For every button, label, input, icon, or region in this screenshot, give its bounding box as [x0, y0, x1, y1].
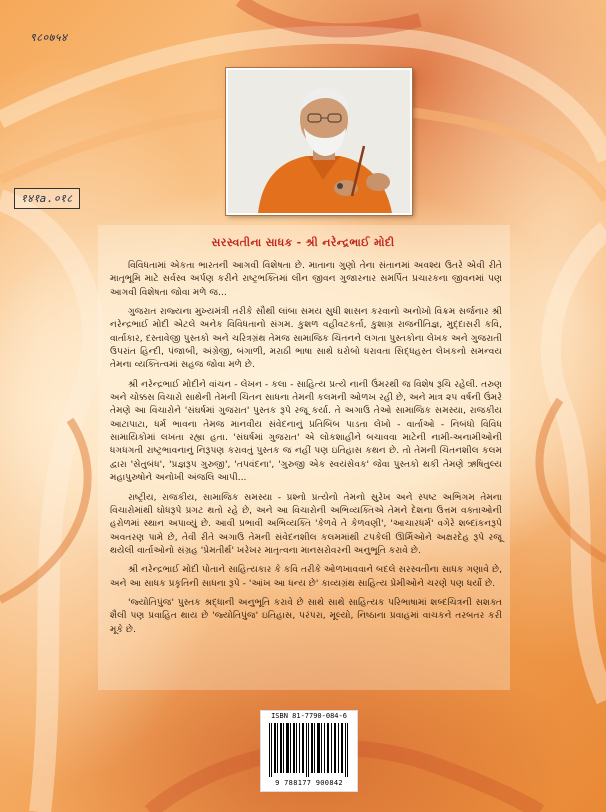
paragraph: શ્રી નરેન્દ્રભાઈ મોદી પોતાને સાહિત્યકાર કે કવિ તરીકે ઓળખાવવાને બદલે સરસ્વતીના સાધક ગણાવે છે, અને આ સાધક પ્રકૃતિની સાધના રૂપે - 'આંખ આ ધન્ય છે' કાવ્યગ્રંથ સાહિત્ય પ્રેમીઓને ચરણે પણ ધર્યો છે.	[110, 564, 502, 589]
author-portrait-illustration	[228, 70, 410, 213]
paragraph: ગુજરાત રાજ્યના મુખ્યમંત્રી તરીકે સૌથી લાંબા સમય સુધી શાસન કરવાનો અનોખો વિક્રમ સર્જનાર શ્રી નરેન્દ્રભાઈ મોદી એટલે અનેક વિવિધતાનો સંગમ. કુશળ વહીવટકર્તા, કુશાગ્ર રાજનીતિજ્ઞ, મુદ્દાસરી કવિ, વાર્તાકાર, દસ્તાવેજી પુસ્તકો અને ચરિત્રગ્રંથ તેમજ સામાજિક ચિંતનને લગતા પુસ્તકોના લેખક અને ગુજરાતી ઉપરાંત હિન્દી, પંજાબી, અંગ્રેજી, બંગાળી, મરાઠી ભાષા સાથે ઘરોબો ધરાવતા સિદ્ધહસ્ત લેખકનો સમન્વય તેમના વ્યક્તિત્વમાં સહજ જોવા મળે છે.	[110, 306, 502, 371]
description-body	[110, 259, 502, 642]
barcode-icon	[267, 723, 351, 777]
handwritten-code-side: १४१a.०१८	[14, 188, 80, 209]
isbn-barcode	[260, 710, 358, 792]
paragraph: શ્રી નરેન્દ્રભાઈ મોદીને વાંચન - લેખન - કલા - સાહિત્ય પ્રત્યે નાની ઉંમરથી જ વિશેષ રૂચિ રહેલી. તરુણ અને ચોક્કસ વિચારો સાથેની તેમની ચિંતન સાધના તેમની કલમની ઓળખ રહી છે, અને માત્ર ૨૫ વર્ષની ઉંમરે તેમણે આ વિચારોને 'સંઘર્ષમાં ગુજરાત' પુસ્તક રૂપે રજૂ કર્યા. તે અગાઉ તેઓ સામાજિક સમસ્યા, રાજકીય આટાપાટા, ધર્મ ભાવના તેમજ માનવીય સંવેદનાનું પ્રતિબિંબ પાડતા લેખો - વાર્તાઓ - નિબંધો વિવિધ સામાયિકોમાં લખતા રહ્યા હતા. 'સંઘર્ષમાં ગુજરાત' એ લોકશાહીને બચાવવા માટેની નામી-અનામીઓની ધગધગતી રાષ્ટ્રભાવનાનું નિરૂપણ કરાવતું પુસ્તક જ નહીં પણ ઇતિહાસ કથન છે. તો તેમની ચિંતનશીલ કલમ દ્વારા 'સેતુબંધ', 'પ્રજ્ઞરૂપ ગુરુજી', 'તપવંદના', 'ગુરુજી એક સ્વયંસેવક' જેવા પુસ્તકો થકી તેમણે ઋષિતુલ્ય મહાપુરુષોને અનોખી અંજલિ આપી...	[110, 378, 502, 484]
paragraph: 'જ્યોતિપુંજ' પુસ્તક શ્રદ્ધાની અનુભૂતિ કરાવે છે સાથે સાથે સાહિત્યક પરિભાષામાં શબ્દચિત્રની સશક્ત શૈલી પણ પ્રવાહિત થાય છે 'જ્યોતિપુંજ' ઇતિહાસ, પરંપરા, મૂલ્યો, નિષ્ઠાના પ્રવાહમાં વાચકને તરબતર કરી મૂકે છે.	[110, 596, 502, 635]
section-title: સરસ્વતીના સાધક - શ્રી નરેન્દ્રભાઈ મોદી	[211, 236, 395, 249]
isbn-digits: 9 788177 900842	[275, 779, 343, 787]
paragraph: વિવિધતામાં એકતા ભારતની આગવી વિશેષતા છે. માતાના ગુણો તેના સંતાનમાં અવશ્ય ઉતરે એવી રીતે માતૃભૂમિ માટે સર્વસ્વ અર્પણ કરીને રાષ્ટ્રભક્તિમાં લીન જીવન ગુજારનાર સમર્પિત પ્રચારકના જીવનમાં પણ આગવી વિશેષતા જોવા મળે જ...	[110, 260, 502, 298]
isbn-label: ISBN 81-7790-084-6	[271, 712, 347, 720]
author-photo	[226, 68, 412, 215]
handwritten-code-top: ९८०७५४	[30, 31, 68, 44]
paragraph: રાષ્ટ્રીય, રાજકીય, સામાજિક સમસ્યા - પ્રશ્નો પ્રત્યેનો તેમનો સુરેખ અને સ્પષ્ટ અભિગમ તેમના વિચારોમાંથી ઘોધરૂપે પ્રગટ થતો રહે છે, અને આ વિચારોની અભિવ્યક્તિએ તેમને દેશના ઉત્તમ વક્તાઓની હરોળમાં સ્થાન અપાવ્યું છે. આવી પ્રભાવી અભિવ્યક્તિ 'કેળવે તે કેળવણી', 'આચારધર્મ' વગેરે શબ્દાંકનરૂપે અવતરણ પામે છે, તેવી રીતે અગાઉ તેમની સંવેદનશીલ કલમમાંથી ટપકેલી ઊર્મિઓને અક્ષરદેહ રૂપે રજૂ થયેલી વાર્તાઓનો સંગ્રહ 'પ્રેમતીર્થ' ખરેખર માતૃત્વના માનસરોવરની અનુભૂતિ કરાવે છે.	[110, 491, 502, 556]
